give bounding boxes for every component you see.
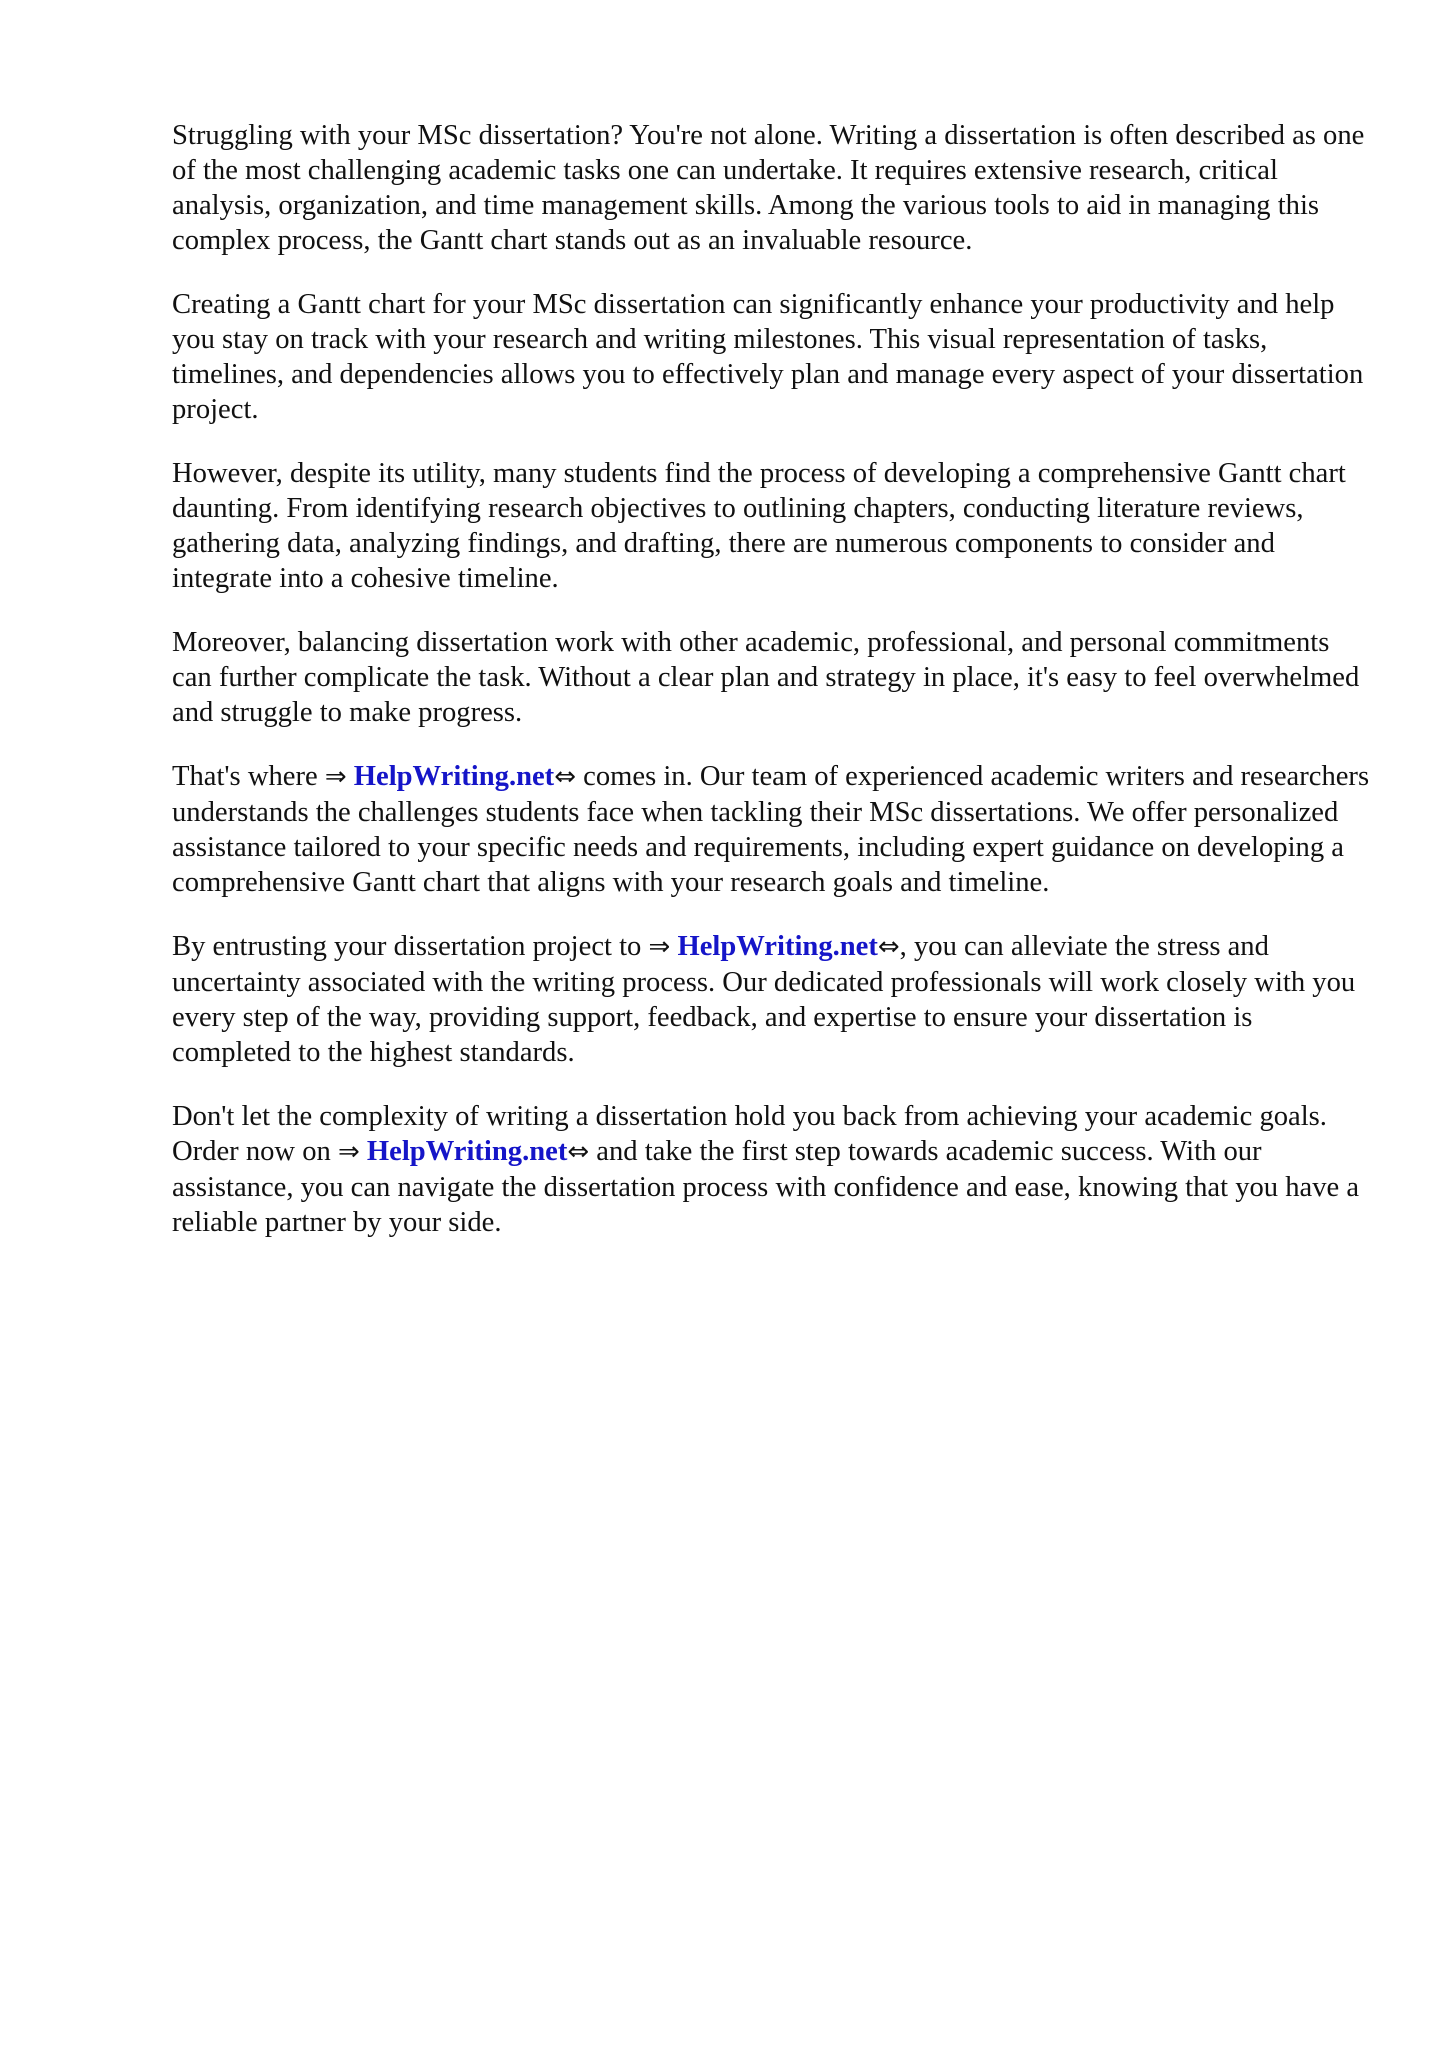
paragraph-6-text-after: , you can alleviate the stress and uncertainty associated with the writing process. Our dedicated professionals will work closely with you every step of the way, providing support, feedback, and expertise to ensure your dissertation is completed to the highest standards.: [172, 931, 1356, 1068]
helpwriting-link[interactable]: HelpWriting.net: [677, 931, 878, 962]
paragraph-2: Creating a Gantt chart for your MSc dissertation can significantly enhance your productivity and help you stay on track with your research and writing milestones. This visual representation of tasks, timelines, and dependencies allows you to effectively plan and manage every aspect of your dissertation project.: [172, 289, 1364, 425]
paragraph-5-text-before: That's where: [172, 761, 325, 792]
right-arrow-icon: ⇒: [324, 762, 347, 792]
paragraph-7: [172, 1099, 1372, 1240]
paragraph-7-text-before: Don't let the complexity of writing a dissertation hold you back from achieving your academic goals. Order now on: [172, 1101, 1327, 1167]
right-arrow-icon: ⇒: [337, 1137, 360, 1167]
paragraph-4: Moreover, balancing dissertation work with other academic, professional, and personal commitments can further complicate the task. Without a clear plan and strategy in place, it's easy to feel overwhelmed and struggle to make progress.: [172, 627, 1360, 728]
paragraph-5: [172, 759, 1372, 900]
paragraph-6: [172, 929, 1372, 1070]
right-arrow-icon: ⇒: [648, 932, 671, 962]
paragraph-7-text-after: and take the first step towards academic success. With our assistance, you can navigate the dissertation process with confidence and ease, knowing that you have a reliable partner by your side.: [172, 1136, 1360, 1238]
paragraph-3: However, despite its utility, many students find the process of developing a comprehensive Gantt chart daunting. From identifying research objectives to outlining chapters, conducting literature reviews, gathering data, analyzing findings, and drafting, there are numerous components to consider and integrate into a cohesive timeline.: [172, 458, 1346, 594]
paragraph-6-text-before: By entrusting your dissertation project to: [172, 931, 649, 962]
helpwriting-link[interactable]: HelpWriting.net: [353, 761, 555, 792]
double-arrow-icon: ⇔: [554, 762, 576, 792]
double-arrow-icon: ⇔: [567, 1137, 590, 1167]
paragraph-1: Struggling with your MSc dissertation? You're not alone. Writing a dissertation is often described as one of the most challenging academic tasks one can undertake. It requires extensive research, critical analysis, organization, and time management skills. Among the various tools to aid in managing this complex process, the Gantt chart stands out as an invaluable resource.: [172, 120, 1365, 256]
double-arrow-icon: ⇔: [877, 932, 900, 962]
helpwriting-link[interactable]: HelpWriting.net: [366, 1136, 568, 1167]
document-body: [172, 118, 1372, 1269]
paragraph-5-text-after: comes in. Our team of experienced academic writers and researchers understands the challenges students face when tackling their MSc dissertations. We offer personalized assistance tailored to your specific needs and requirements, including expert guidance on developing a comprehensive Gantt chart that aligns with your research goals and timeline.: [172, 761, 1370, 898]
